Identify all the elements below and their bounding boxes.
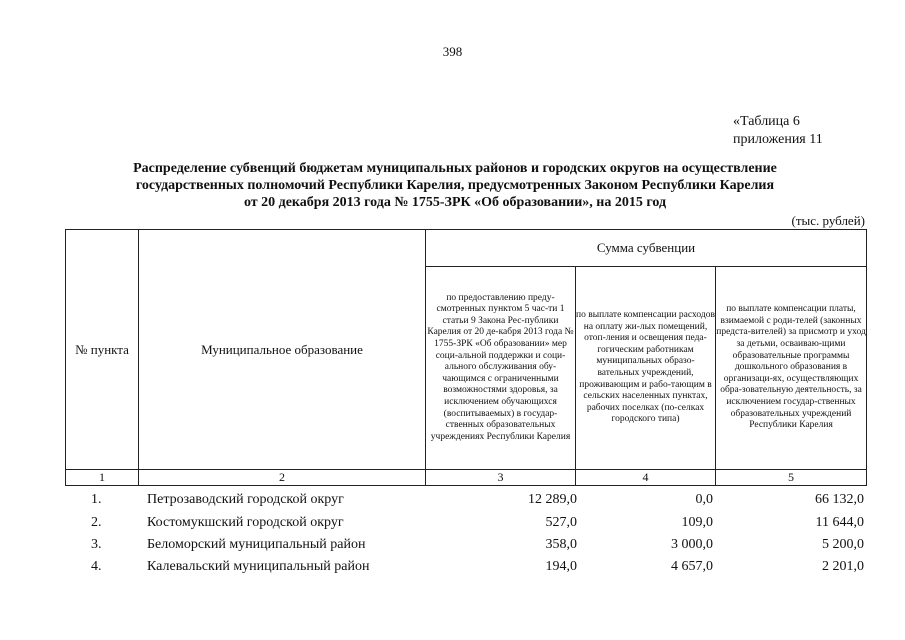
row-number: 4. (91, 559, 102, 574)
header-col-3: по предоставлению преду-смотренных пунктом 5 час-ти 1 статьи 9 Закона Рес-публики Карелия от 20 де-кабря 2013 года № 1755-ЗРК «Об образовании» мер соци-альной поддержки и соци-ального обслуживания обу-чающимся с ограниченными возможностями здоровья, за исключением обучающихся (воспитываемых) в государ-ственных образовательных учреждениях Республики Карелия (426, 267, 576, 470)
column-number-5: 5 (716, 470, 867, 486)
title-line-2: государственных полномочий Республики Карелия, предусмотренных Законом Республики Карелия (135, 178, 775, 193)
row-municipality: Костомукшский городской округ (147, 515, 344, 530)
table-row (0, 489, 905, 510)
table-row (0, 556, 905, 577)
row-value-col-5: 5 200,0 (822, 537, 864, 552)
row-municipality: Калевальский муниципальный район (147, 559, 370, 574)
header-col-4: по выплате компенсации расходов на оплату жи-лых помещений, отоп-ления и освещения педа-гогическим работникам муниципальных образо-вательных учреждений, проживающим и рабо-тающим в сельских населенных пунктах, рабочих поселках (по-селках городского типа) (576, 267, 716, 470)
table-row (0, 512, 905, 533)
header-item-number: № пункта (66, 230, 139, 470)
row-value-col-4: 109,0 (681, 515, 713, 530)
header-municipality: Муниципальное образование (139, 230, 426, 470)
table-reference-line-2: приложения 11 (733, 132, 823, 147)
subsidy-table-header (65, 229, 867, 486)
table-row (0, 534, 905, 555)
header-col-5: по выплате компенсации платы, взимаемой с роди-телей (законных предста-вителей) за присмотр и уход за детьми, осваиваю-щими образовательные программы дошкольного образования в организаци-ях, осуществляющих обра-зовательную деятельность, за исключением государ-ственных образовательных учреждений Республики Карелия (716, 267, 867, 470)
row-municipality: Петрозаводский городской округ (147, 492, 344, 507)
table-reference (733, 113, 823, 149)
row-number: 1. (91, 492, 102, 507)
page-number: 398 (442, 44, 463, 59)
title-line-3: от 20 декабря 2013 года № 1755-ЗРК «Об образовании», на 2015 год (243, 195, 667, 210)
row-value-col-3: 358,0 (545, 537, 577, 552)
row-value-col-5: 11 644,0 (815, 515, 864, 530)
row-value-col-5: 66 132,0 (815, 492, 864, 507)
column-number-1: 1 (66, 470, 139, 486)
row-value-col-4: 4 657,0 (671, 559, 713, 574)
row-value-col-5: 2 201,0 (822, 559, 864, 574)
row-value-col-3: 527,0 (545, 515, 577, 530)
row-number: 3. (91, 537, 102, 552)
column-number-3: 3 (426, 470, 576, 486)
row-value-col-3: 194,0 (545, 559, 577, 574)
row-value-col-4: 0,0 (695, 492, 713, 507)
units-label: (тыс. рублей) (791, 213, 865, 228)
column-number-4: 4 (576, 470, 716, 486)
header-subsidy-sum: Сумма субвенции (426, 230, 867, 267)
column-number-2: 2 (139, 470, 426, 486)
row-value-col-3: 12 289,0 (528, 492, 577, 507)
title-line-1: Распределение субвенций бюджетам муниципальных районов и городских округов на осуществление (133, 161, 777, 176)
document-title (60, 160, 850, 211)
row-number: 2. (91, 515, 102, 530)
row-municipality: Беломорский муниципальный район (147, 537, 366, 552)
table-reference-line-1: «Таблица 6 (733, 114, 800, 129)
row-value-col-4: 3 000,0 (671, 537, 713, 552)
